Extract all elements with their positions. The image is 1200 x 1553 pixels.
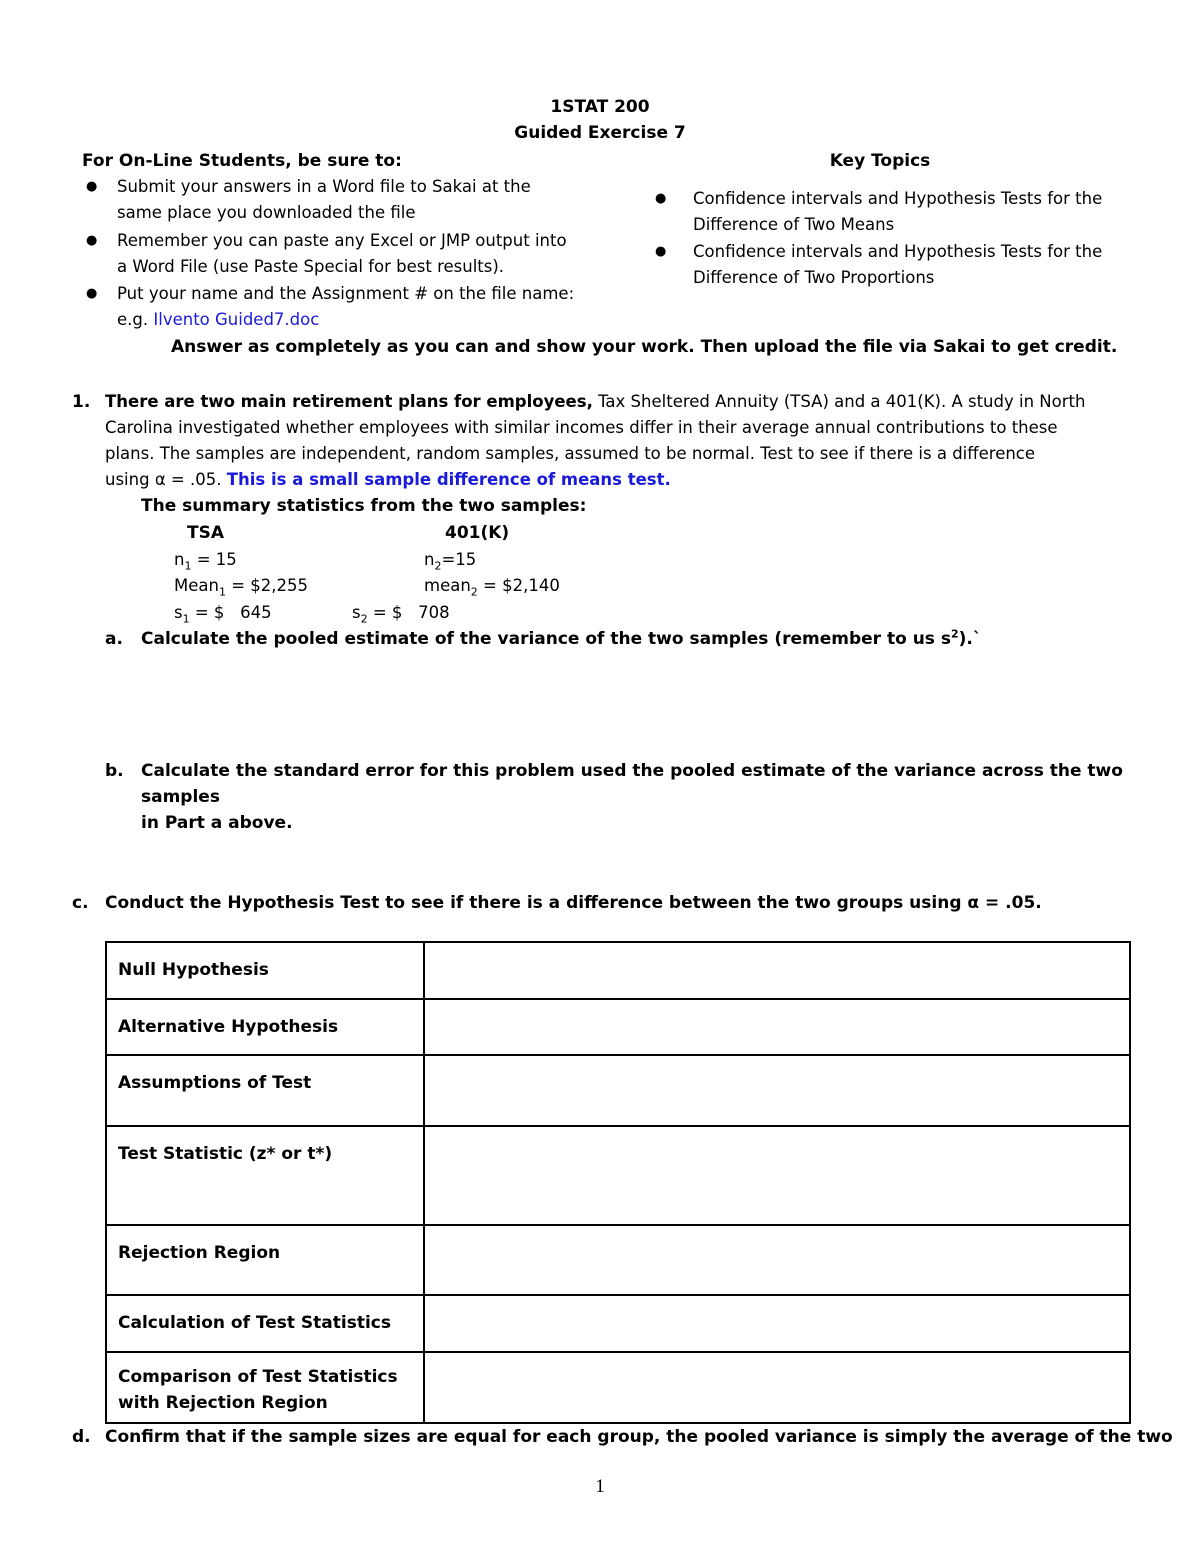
table-row [106, 1225, 1130, 1295]
answer-cell-rejection-region[interactable] [424, 1225, 1130, 1295]
n2-value: $n_2=15$ [424, 550, 477, 573]
table-row [106, 1055, 1130, 1126]
page-title: 1STAT 200 [550, 97, 650, 117]
part-b-text: Calculate the standard error for this problem used the pooled estimate of the variance across the two samples in Part a above. [141, 761, 1123, 833]
s2-value: $s_2$ = $ 708 [352, 603, 450, 626]
part-c-text: Conduct the Hypothesis Test to see if there is a difference between the two groups using α = .05. [105, 893, 1042, 913]
answer-cell-test-statistic[interactable] [424, 1126, 1130, 1225]
n1-value: $n_1 = 15$ [174, 550, 237, 573]
row-label-null-hypothesis: Null Hypothesis [106, 942, 424, 999]
filename-example-link[interactable]: Ilvento Guided7.doc [153, 310, 320, 329]
row-label-alternative-hypothesis: Alternative Hypothesis [106, 999, 424, 1055]
answer-cell-comparison[interactable] [424, 1352, 1130, 1423]
hypothesis-test-table [105, 941, 1131, 1424]
row-label-assumptions: Assumptions of Test [106, 1055, 424, 1126]
answer-cell-calculation[interactable] [424, 1295, 1130, 1352]
tsa-header: TSA [187, 523, 224, 543]
question-number: 1. [72, 392, 91, 412]
part-d-text: Confirm that if the sample sizes are equal for each group, the pooled variance is simply the average of the two [105, 1427, 1173, 1447]
part-a-text: Calculate the pooled estimate of the variance of the two samples (remember to us $s^2).`$ [141, 627, 982, 649]
page-number: 1 [595, 1476, 605, 1497]
part-b-label: b. [105, 761, 124, 781]
row-label-test-statistic: Test Statistic (z* or t*) [106, 1126, 424, 1225]
mean1-value: Mean$_1$ = $2,255 [174, 576, 309, 599]
key-topic-2: Confidence intervals and Hypothesis Tests for the Difference of Two Proportions [693, 242, 1103, 287]
bullet-icon: ● [86, 179, 98, 194]
online-item-2: Remember you can paste any Excel or JMP output into a Word File (use Paste Special for best results). [117, 231, 567, 276]
part-a-label: a. [105, 629, 123, 649]
table-row [106, 1295, 1130, 1352]
question-1-text: There are two main retirement plans for employees, Tax Sheltered Annuity (TSA) and a 401(K). A study in North Carolina investigated whether employees with similar incomes differ in their average annual contributions to these plans. The samples are independent, random samples, assumed to be normal. Test to see if there is a difference using α = .05. This is a small sample difference of means test. [105, 392, 1086, 489]
table-row [106, 999, 1130, 1055]
bullet-icon: ● [86, 233, 98, 248]
test-type-note: This is a small sample difference of means test. [226, 470, 671, 489]
bullet-icon: ● [86, 286, 98, 301]
instruction-text: Answer as completely as you can and show your work. Then upload the file via Sakai to get credit. [171, 337, 1118, 357]
table-row [106, 942, 1130, 999]
online-item-1: Submit your answers in a Word file to Sakai at the same place you downloaded the file [117, 177, 531, 222]
401k-header: 401(K) [445, 523, 510, 543]
mean2-value: mean$_2$ = $2,140 [424, 576, 560, 599]
bullet-icon: ● [655, 244, 667, 259]
row-label-rejection-region: Rejection Region [106, 1225, 424, 1295]
part-d-label: d. [72, 1427, 91, 1447]
table-row [106, 1126, 1130, 1225]
online-item-3: Put your name and the Assignment # on the file name: e.g. Ilvento Guided7.doc [117, 284, 575, 329]
summary-heading: The summary statistics from the two samples: [141, 496, 587, 516]
bullet-icon: ● [655, 191, 667, 206]
key-topic-1: Confidence intervals and Hypothesis Tests for the Difference of Two Means [693, 189, 1103, 234]
s1-value: $s_1$ = $ 645 [174, 603, 272, 626]
answer-cell-alternative-hypothesis[interactable] [424, 999, 1130, 1055]
page-subtitle: Guided Exercise 7 [514, 123, 686, 143]
online-heading: For On-Line Students, be sure to: [82, 151, 402, 171]
answer-cell-assumptions[interactable] [424, 1055, 1130, 1126]
key-topics-heading: Key Topics [829, 151, 931, 171]
table-row [106, 1352, 1130, 1423]
row-label-comparison: Comparison of Test Statistics with Rejection Region [106, 1352, 424, 1423]
row-label-calculation: Calculation of Test Statistics [106, 1295, 424, 1352]
part-c-label: c. [72, 893, 89, 913]
answer-cell-null-hypothesis[interactable] [424, 942, 1130, 999]
